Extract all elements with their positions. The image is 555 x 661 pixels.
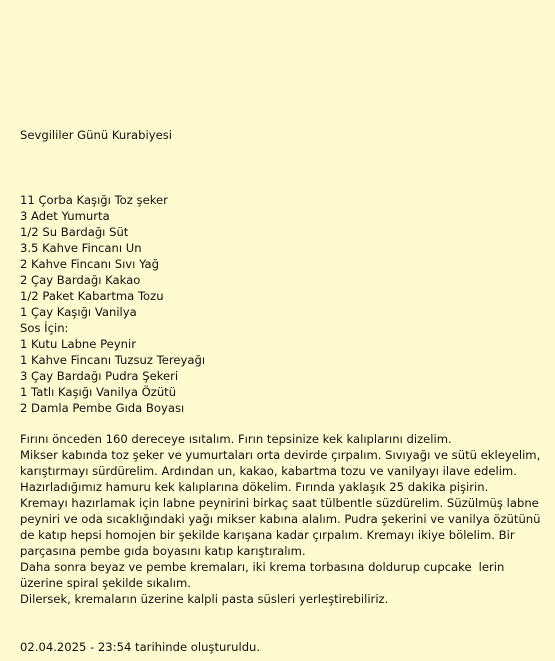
ingredient-item: 2 Kahve Fincanı Sıvı Yağ [20,257,160,271]
ingredient-item: 3 Çay Bardağı Pudra Şekeri [20,369,179,383]
ingredient-item: 1 Kahve Fincanı Tuzsuz Tereyağı [20,353,206,367]
ingredient-item: 3.5 Kahve Fincanı Un [20,241,142,255]
ingredient-item: 2 Çay Bardağı Kakao [20,273,141,287]
ingredient-item: 3 Adet Yumurta [20,209,110,223]
instructions-section [20,431,550,607]
ingredients-list [20,192,205,416]
instruction-paragraph: Daha sonra beyaz ve pembe kremaları, iki krema torbasına doldurup cupcakelerin üzerine spiral şekilde sıkalım. [20,560,505,590]
ingredient-item: 1 Kutu Labne Peynir [20,337,137,351]
instruction-paragraph: Dilersek, kremaların üzerine kalpli pasta süsleri yerleştirebiliriz. [20,592,389,606]
instruction-paragraph: Kremayı hazırlamak için labne peynirini birkaç saat tülbentle süzdürelim. Süzülmüş labne peyniri ve oda sıcaklığındaki yağı mikser kabına alalım. Pudra şekerini ve vanilya özütünü de katıp hepsi homojen bir şekilde karışana kadar çırpalım. Kremayı ikiye bölelim. Bir parçasına pembe gıda boyasını katıp karıştıralım. [20,496,541,558]
recipe-title: Sevgililer Günü Kurabiyesi [20,128,172,142]
ingredient-item: 11 Çorba Kaşığı Toz şeker [20,193,168,207]
ingredient-item: 2 Damla Pembe Gıda Boyası [20,401,185,415]
instruction-paragraph: Fırını önceden 160 dereceye ısıtalım. Fırın tepsinize kek kalıplarını dizelim. [20,432,452,446]
instruction-paragraph: Mikser kabında toz şeker ve yumurtaları orta devirde çırpalım. Sıvıyağı ve sütü ekleyelim, karıştırmayı sürdürelim. Ardından un, kakao, kabartma tozu ve vanilyayı ilave edelim. Hazırladığımız hamuru kek kalıplarına dökelim. Fırında yaklaşık 25 dakika pişirin. [20,448,541,494]
created-timestamp: 02.04.2025 - 23:54 tarihinde oluşturuldu. [20,640,261,654]
ingredient-item: 1 Tatlı Kaşığı Vanilya Özütü [20,385,177,399]
ingredient-item: 1 Çay Kaşığı Vanilya [20,305,137,319]
ingredient-item: 1/2 Su Bardağı Süt [20,225,129,239]
ingredient-item: 1/2 Paket Kabartma Tozu [20,289,164,303]
sauce-heading: Sos İçin: [20,321,69,335]
